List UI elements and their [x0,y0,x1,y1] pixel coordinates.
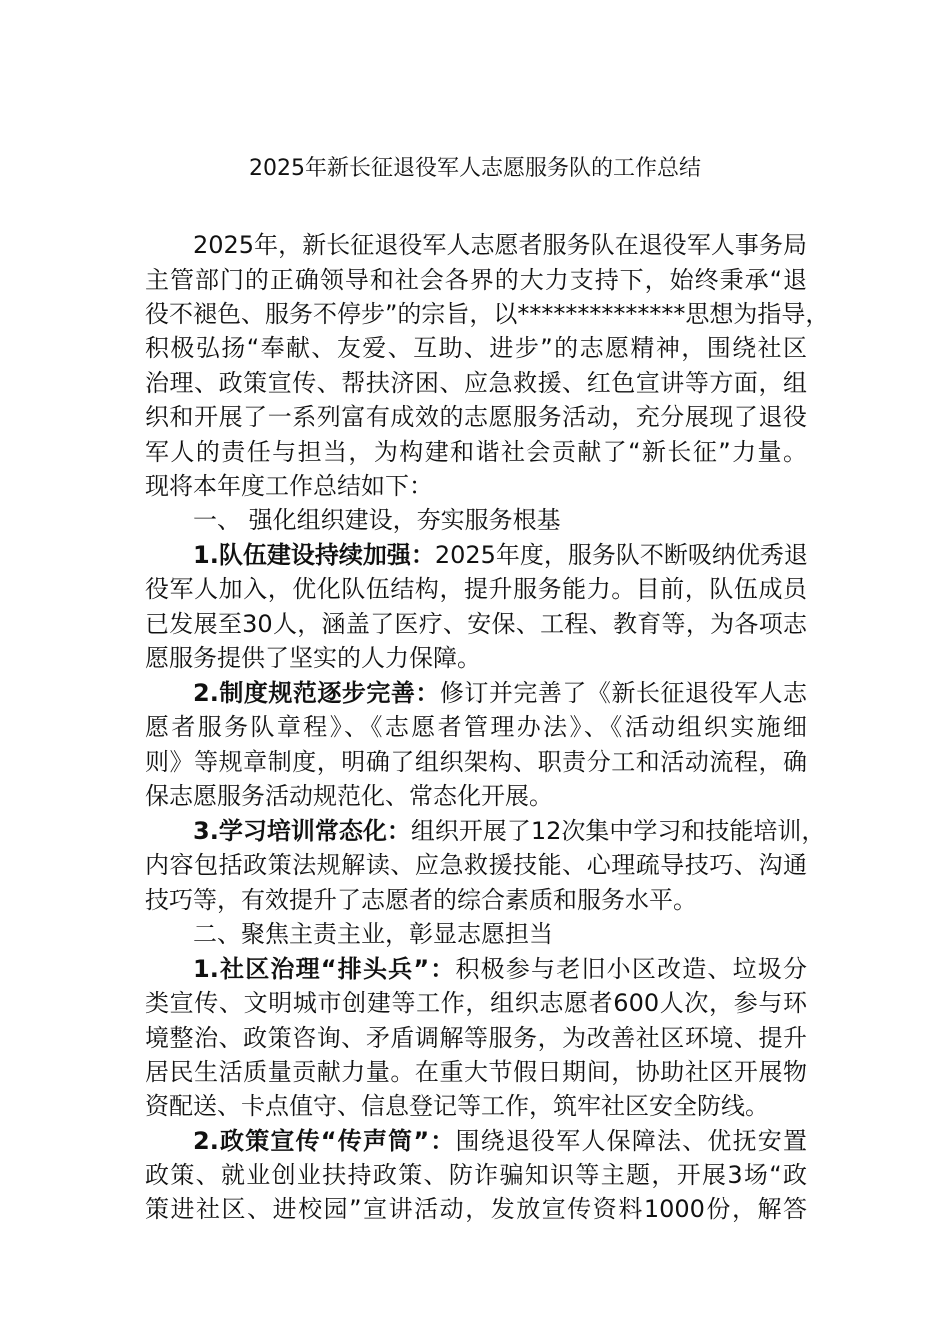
text-line: 役不褪色、服务不停步”的宗旨，以**************思想为指导， [145,300,830,328]
section-text: 围绕退役军人保障法、优抚安置 [455,1127,807,1155]
text-line: 则》等规章制度，明确了组织架构、职责分工和活动流程，确 [145,748,807,776]
text-line: 技巧等，有效提升了志愿者的综合素质和服务水平。 [145,886,697,914]
text-line [193,676,807,710]
section-text: 2025年度，服务队不断吸纳优秀退 [434,541,808,569]
text-line: 主管部门的正确领导和社会各界的大力支持下，始终秉承“退 [145,266,807,294]
text-line: 类宣传、文明城市创建等工作，组织志愿者600人次，参与环 [145,989,807,1017]
text-line: 境整治、政策咨询、矛盾调解等服务，为改善社区环境、提升 [145,1024,807,1052]
text-line: 策进社区、进校园”宣讲活动，发放宣传资料1000份，解答 [145,1195,807,1223]
document-title: 2025年新长征退役军人志愿服务队的工作总结 [249,156,701,181]
text-line: 一、 强化组织建设，夯实服务根基 [193,506,561,534]
text-line: 现将本年度工作总结如下： [145,472,433,500]
text-line: 积极弘扬“奉献、友爱、互助、进步”的志愿精神，围绕社区 [145,334,807,362]
text-line: 2025年，新长征退役军人志愿者服务队在退役军人事务局 [193,231,807,259]
text-line: 织和开展了一系列富有成效的志愿服务活动，充分展现了退役 [145,403,807,431]
text-line: 治理、政策宣传、帮扶济困、应急救援、红色宣讲等方面，组 [145,369,807,397]
text-line: 二、聚焦主责主业，彰显志愿担当 [193,920,553,948]
section-heading: 2.制度规范逐步完善： [193,679,440,707]
section-heading: 1.社区治理“排头兵”： [193,955,456,983]
text-line: 保志愿服务活动规范化、常态化开展。 [145,782,553,810]
text-line: 居民生活质量贡献力量。在重大节假日期间，协助社区开展物 [145,1058,807,1086]
text-line [193,814,826,848]
section-text: 组织开展了12次集中学习和技能培训， [410,817,826,845]
text-line: 役军人加入，优化队伍结构，提升服务能力。目前，队伍成员 [145,575,807,603]
section-heading: 1.队伍建设持续加强： [193,541,435,569]
text-line [193,952,807,986]
text-line: 内容包括政策法规解读、应急救援技能、心理疏导技巧、沟通 [145,851,807,879]
text-line: 政策、就业创业扶持政策、防诈骗知识等主题，开展3场“政 [145,1161,807,1189]
section-heading: 2.政策宣传“传声筒”： [193,1127,456,1155]
text-line: 已发展至30人，涵盖了医疗、安保、工程、教育等，为各项志 [145,610,807,638]
section-text: 修订并完善了《新长征退役军人志 [439,679,807,707]
text-line: 愿服务提供了坚实的人力保障。 [145,644,481,672]
text-line: 军人的责任与担当，为构建和谐社会贡献了“新长征”力量。 [145,438,807,466]
section-text: 积极参与老旧小区改造、垃圾分 [455,955,807,983]
text-line [193,538,807,572]
text-line [193,1124,807,1158]
section-heading: 3.学习培训常态化： [193,817,411,845]
text-line: 愿者服务队章程》、《志愿者管理办法》、《活动组织实施细 [145,713,807,741]
text-line: 资配送、卡点值守、信息登记等工作，筑牢社区安全防线。 [145,1092,769,1120]
